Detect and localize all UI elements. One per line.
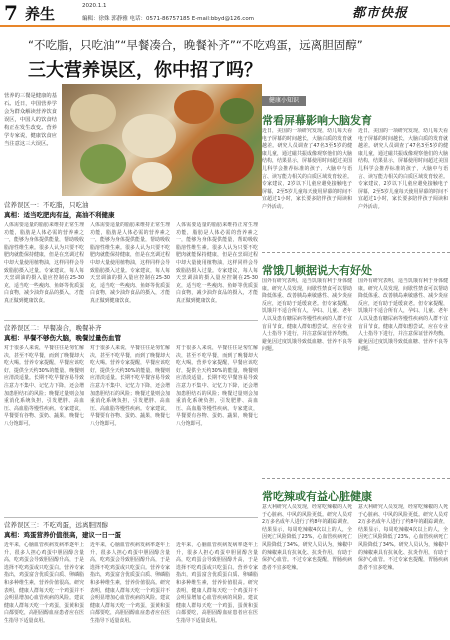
section1-body-col1: 人体需要适量的脂肪来维持正常生理功能，脂肪是人体必需的营养素之一，能够为身体提供能量，帮助吸收脂溶性维生素。很多人认为只要不吃肥肉就能保持健康，但是在烹调过程中却大量使用植物油，这样同样会导致脂肪摄入过量。专家建议，每人每天烹调油的摄入量应控制在25-30克，适当吃一些瘦肉、鱼虾等优质蛋白食物，减少油炸食品的摄入，才能真正做到健康饮食。 [4,222,84,304]
sidebar-item2-body-col1: 国外有研究表明，适当饥饿有利于身体健康。研究人员发现，间歇性禁食可以帮助降低体重、改善胰岛素敏感性、减少炎症反应，还有助于延缓衰老。但专家提醒，饥饿并不适合所有人，孕妇、儿童、老年人以及患有糖尿病等慢性疾病的人群不宜盲目节食。健康人群如想尝试，应在专业人士指导下进行，并注意保证营养均衡，避免因过度饥饿导致低血糖、营养不良等问题。 [262,278,352,353]
section3-title: 营养误区三：不吃鸡蛋，远离胆固醇 [4,521,108,529]
section2-body-col2: 对于很多人来说，早餐往往是匆忙解决，甚至不吃早餐，而到了晚餐却大吃大喝。营养专家提醒，早餐应该吃好，提供全天约30%的能量，晚餐则应清淡适量。长期不吃早餐容易导致注意力不集中、记忆力下降，还会增加患胆结石的风险；晚餐过量则会加重消化系统负担，引发肥胖、高血压、高血脂等慢性疾病。专家建议，早餐要有谷物、蛋奶、蔬果，晚餐七八分饱即可。 [90,345,170,427]
editor-info: 編輯：徐姝 郭静雅 电话：0571-86757185 E-mail:bbyd@126.com [82,16,255,22]
section3-body-col2: 近年来，心脑血管疾病发病率逐年上升，很多人担心鸡蛋中胆固醇含量高，吃鸡蛋会导致胆固醇升高，于是选择不吃鸡蛋或只吃蛋白。营养专家指出，鸡蛋富含优质蛋白质、卵磷脂和多种维生素，营养价值很高。研究表明，健康人群每天吃一个鸡蛋并不会明显增加心血管疾病的风险。建议健康人群每天吃一个鸡蛋，蛋黄和蛋白都要吃，高胆固醇血症患者应在医生指导下适量食用。 [90,542,170,624]
section-name: 养生 [25,5,56,23]
section2-title: 营养误区二：早餐凑合，晚餐补齐 [4,324,102,332]
section2-subtitle: 真相：早餐不够伤大脑，晚餐过量伤血管 [4,334,121,342]
sidebar-item1-title: 常看屏幕影响大脑发育 [262,114,372,127]
section2-body-col1: 对于很多人来说，早餐往往是匆忙解决，甚至不吃早餐，而到了晚餐却大吃大喝。营养专家提醒，早餐应该吃好，提供全天约30%的能量，晚餐则应清淡适量。长期不吃早餐容易导致注意力不集中、记忆力下降，还会增加患胆结石的风险；晚餐过量则会加重消化系统负担，引发肥胖、高血压、高血脂等慢性疾病。专家建议，早餐要有谷物、蛋奶、蔬果，晚餐七八分饱即可。 [4,345,84,427]
section3-body-col3: 近年来，心脑血管疾病发病率逐年上升，很多人担心鸡蛋中胆固醇含量高，吃鸡蛋会导致胆固醇升高，于是选择不吃鸡蛋或只吃蛋白。营养专家指出，鸡蛋富含优质蛋白质、卵磷脂和多种维生素，营养价值很高。研究表明，健康人群每天吃一个鸡蛋并不会明显增加心血管疾病的风险。建议健康人群每天吃一个鸡蛋，蛋黄和蛋白都要吃，高胆固醇血症患者应在医生指导下适量食用。 [176,542,258,624]
sidebar-item2-body-col2: 国外有研究表明，适当饥饿有利于身体健康。研究人员发现，间歇性禁食可以帮助降低体重、改善胰岛素敏感性、减少炎症反应，还有助于延缓衰老。但专家提醒，饥饿并不适合所有人，孕妇、儿童、老年人以及患有糖尿病等慢性疾病的人群不宜盲目节食。健康人群如想尝试，应在专业人士指导下进行，并注意保证营养均衡，避免因过度饥饿导致低血糖、营养不良等问题。 [358,278,448,353]
sidebar-divider [262,252,450,253]
section-divider [4,320,258,321]
sidebar-item3-body-col2: 意大利研究人员发现，经常吃辣椒的人死于心脏病、中风的风险更低。研究人员对2万多名成年人进行了约8年的跟踪调查，结果显示，每周吃辣椒4次以上的人，全因死亡风险降低了23%，心血管疾病死亡风险降低了34%。研究人员认为，辣椒中的辣椒素具有抗氧化、抗炎作用，有助于保护心血管。不过专家也提醒，胃肠疾病患者不宜多吃辣。 [358,504,448,571]
page-number: 7 [4,1,18,25]
article-intro: 营养的三餐是健康的基石。近日，中国营养学会为群众解读营养饮食误区，中国人的饮食结构正在发生改变。营养学专家说，健康饮食应当注意这三大误区。 [4,93,57,147]
sidebar-divider [262,478,450,479]
sidebar-item2-title: 常饿几顿据说大有好处 [262,264,372,277]
article-headline: 三大营养误区，你中招了吗？ [28,60,262,81]
section3-body-col1: 近年来，心脑血管疾病发病率逐年上升，很多人担心鸡蛋中胆固醇含量高，吃鸡蛋会导致胆固醇升高，于是选择不吃鸡蛋或只吃蛋白。营养专家指出，鸡蛋富含优质蛋白质、卵磷脂和多种维生素，营养价值很高。研究表明，健康人群每天吃一个鸡蛋并不会明显增加心血管疾病的风险。建议健康人群每天吃一个鸡蛋，蛋黄和蛋白都要吃，高胆固醇血症患者应在医生指导下适量食用。 [4,542,84,624]
sidebar-item1-body-col2: 近日，美国的一项研究发现，幼儿每天看电子屏幕的时间越长，大脑白质的发育就越差。研究人员调查了47名3至5岁的健康儿童，通过磁共振成像观察他们的大脑结构，结果显示，屏幕使用时间超过美国儿科学会推荐标准的孩子，大脑中与语言、读写能力相关的白质区域发育较差。专家建议，2岁以下儿童应避免接触电子屏幕，2至5岁儿童每天使用屏幕的时间不宜超过1小时，家长要多陪伴孩子阅读和户外活动。 [358,128,448,210]
section1-subtitle: 真相：适当吃肥肉有益，高油不利健康 [4,211,115,219]
sidebar-item3-title: 常吃辣或有益心脏健康 [262,490,372,503]
newspaper-name: 都市快报 [352,6,409,21]
section1-title: 营养误区一：不吃脂，只吃油 [4,201,89,209]
sidebar-tag: 健康小知识 [262,96,306,106]
food-photo [62,84,262,196]
section2-body-col3: 对于很多人来说，早餐往往是匆忙解决，甚至不吃早餐，而到了晚餐却大吃大喝。营养专家提醒，早餐应该吃好，提供全天约30%的能量，晚餐则应清淡适量。长期不吃早餐容易导致注意力不集中、记忆力下降，还会增加患胆结石的风险；晚餐过量则会加重消化系统负担，引发肥胖、高血压、高血脂等慢性疾病。专家建议，早餐要有谷物、蛋奶、蔬果，晚餐七八分饱即可。 [176,345,258,427]
sidebar-item1-body-col1: 近日，美国的一项研究发现，幼儿每天看电子屏幕的时间越长，大脑白质的发育就越差。研究人员调查了47名3至5岁的健康儿童，通过磁共振成像观察他们的大脑结构，结果显示，屏幕使用时间超过美国儿科学会推荐标准的孩子，大脑中与语言、读写能力相关的白质区域发育较差。专家建议，2岁以下儿童应避免接触电子屏幕，2至5岁儿童每天使用屏幕的时间不宜超过1小时，家长要多陪伴孩子阅读和户外活动。 [262,128,352,210]
section3-subtitle: 真相：鸡蛋营养价值很高，建议一日一蛋 [4,531,121,539]
issue-date: 2020.1.1 [82,3,107,9]
article-kicker: “不吃脂，只吃油”“早餐凑合，晚餐补齐”“不吃鸡蛋，远离胆固醇” [28,38,363,52]
section1-body-col3: 人体需要适量的脂肪来维持正常生理功能，脂肪是人体必需的营养素之一，能够为身体提供能量，帮助吸收脂溶性维生素。很多人认为只要不吃肥肉就能保持健康，但是在烹调过程中却大量使用植物油，这样同样会导致脂肪摄入过量。专家建议，每人每天烹调油的摄入量应控制在25-30克，适当吃一些瘦肉、鱼虾等优质蛋白食物，减少油炸食品的摄入，才能真正做到健康饮食。 [176,222,258,304]
page-header [0,0,450,27]
section-divider [4,517,258,518]
sidebar-item3-body-col1: 意大利研究人员发现，经常吃辣椒的人死于心脏病、中风的风险更低。研究人员对2万多名成年人进行了约8年的跟踪调查，结果显示，每周吃辣椒4次以上的人，全因死亡风险降低了23%，心血管疾病死亡风险降低了34%。研究人员认为，辣椒中的辣椒素具有抗氧化、抗炎作用，有助于保护心血管。不过专家也提醒，胃肠疾病患者不宜多吃辣。 [262,504,352,571]
section1-body-col2: 人体需要适量的脂肪来维持正常生理功能，脂肪是人体必需的营养素之一，能够为身体提供能量，帮助吸收脂溶性维生素。很多人认为只要不吃肥肉就能保持健康，但是在烹调过程中却大量使用植物油，这样同样会导致脂肪摄入过量。专家建议，每人每天烹调油的摄入量应控制在25-30克，适当吃一些瘦肉、鱼虾等优质蛋白食物，减少油炸食品的摄入，才能真正做到健康饮食。 [90,222,170,304]
